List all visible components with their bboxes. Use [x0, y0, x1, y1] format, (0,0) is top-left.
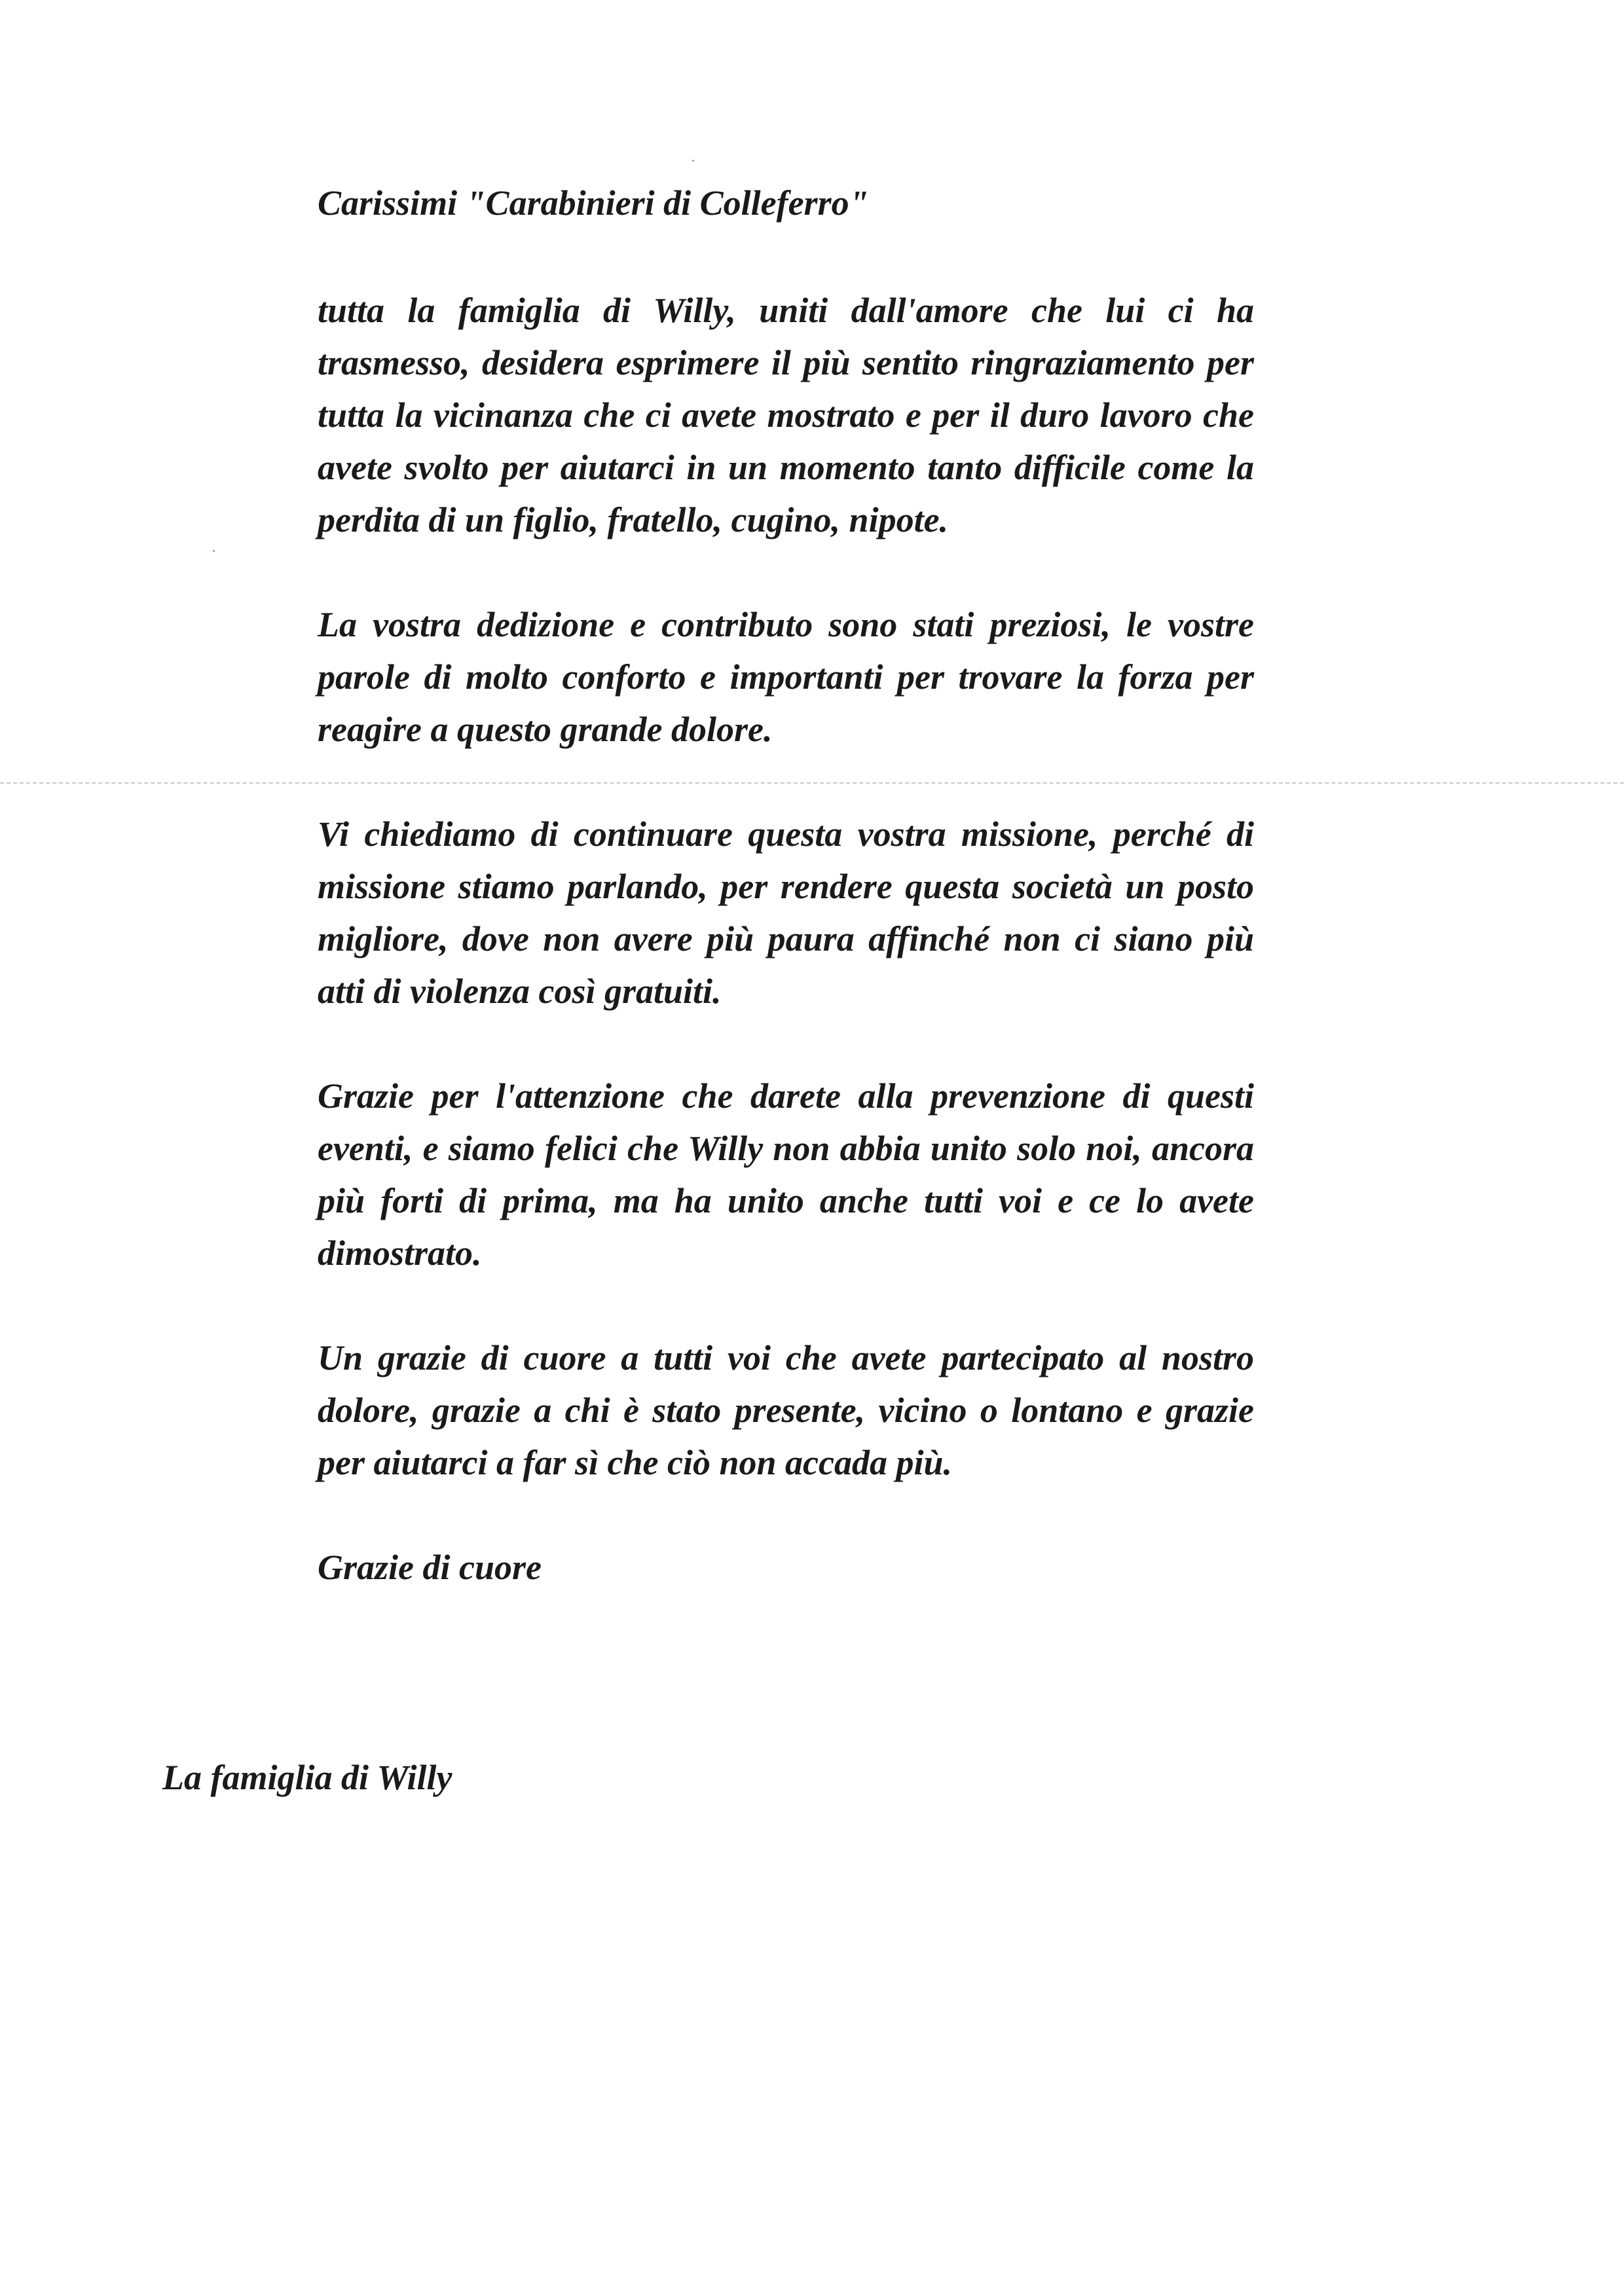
paragraph-prevention: Grazie per l'attenzione che darete alla prevenzione di questi eventi, e siamo felici che Willy non abbia unito solo noi, ancora più forti di prima, ma ha unito anche tutti voi e ce lo avete dimostrato. [318, 1076, 1254, 1273]
salutation: Carissimi "Carabinieri di Colleferro" [318, 183, 869, 223]
scan-speck [692, 160, 694, 162]
signature: La famiglia di Willy [162, 1758, 452, 1797]
paragraph-gratitude: Un grazie di cuore a tutti voi che avete partecipato al nostro dolore, grazie a chi è stato presente, vicino o lontano e grazie per aiutarci a far sì che ciò non accada più. [318, 1338, 1254, 1482]
paragraph-mission: Vi chiediamo di continuare questa vostra missione, perché di missione stiamo parlando, per rendere questa società un posto migliore, dove non avere più paura affinché non ci siano più atti di violenza così gratuiti. [318, 814, 1254, 1011]
closing: Grazie di cuore [318, 1548, 542, 1587]
paragraph-thanks: tutta la famiglia di Willy, uniti dall'amore che lui ci ha trasmesso, desidera esprimere il più sentito ringraziamento per tutta la vicinanza che ci avete mostrato e per il duro lavoro che avete svolto per aiutarci in un momento tanto difficile come la perdita di un figlio, fratello, cugino, nipote. [318, 291, 1254, 539]
paragraph-dedication: La vostra dedizione e contributo sono stati preziosi, le vostre parole di molto conforto e importanti per trovare la forza per reagire a questo grande dolore. [318, 605, 1254, 749]
scan-speck [213, 550, 215, 552]
letter-body [318, 177, 1254, 1594]
